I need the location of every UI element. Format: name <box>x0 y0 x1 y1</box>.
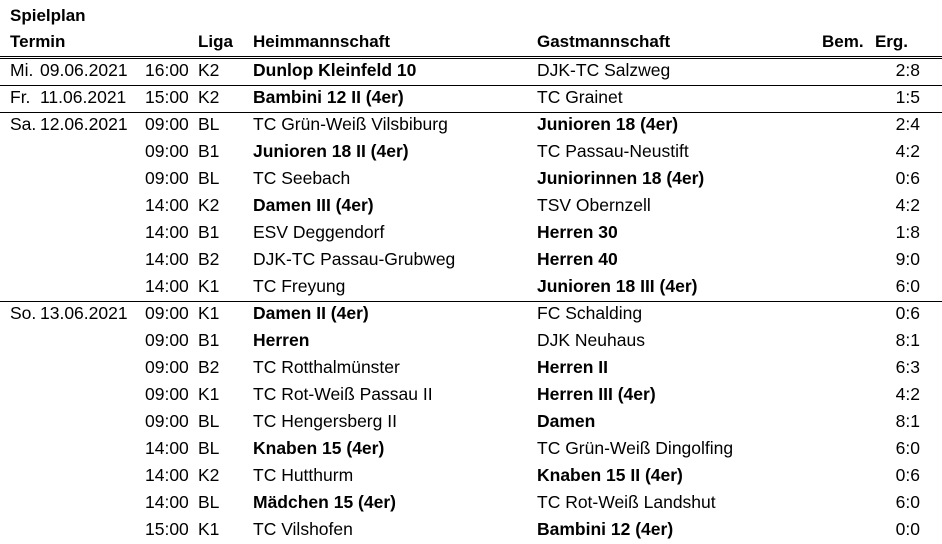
table-row <box>0 516 942 543</box>
match-result: 6:0 <box>895 276 920 296</box>
match-time: 09:00 <box>145 411 189 431</box>
header-gastmannschaft: Gastmannschaft <box>537 32 671 51</box>
match-liga: K1 <box>198 519 220 539</box>
day-separator <box>0 58 942 59</box>
table-row <box>0 300 942 327</box>
match-result: 0:0 <box>895 519 920 539</box>
match-time: 09:00 <box>145 384 189 404</box>
header-separator <box>0 56 942 57</box>
away-team: DJK-TC Salzweg <box>537 60 671 80</box>
match-day: Mi. <box>10 60 34 80</box>
table-row <box>0 84 942 111</box>
home-team: TC Hengersberg II <box>253 411 397 431</box>
away-team: Knaben 15 II (4er) <box>537 465 683 485</box>
match-liga: B1 <box>198 141 220 161</box>
match-result: 1:5 <box>895 87 920 107</box>
match-time: 14:00 <box>145 276 189 296</box>
home-team: TC Grün-Weiß Vilsbiburg <box>253 114 448 134</box>
match-result: 6:3 <box>895 357 920 377</box>
match-result: 0:6 <box>895 465 920 485</box>
table-row <box>0 273 942 300</box>
match-result: 0:6 <box>895 168 920 188</box>
match-result: 6:0 <box>895 492 920 512</box>
match-liga: BL <box>198 411 220 431</box>
match-liga: B2 <box>198 249 220 269</box>
table-header <box>0 32 942 54</box>
match-time: 09:00 <box>145 141 189 161</box>
table-row <box>0 57 942 84</box>
table-row <box>0 435 942 462</box>
home-team: Junioren 18 II (4er) <box>253 141 409 161</box>
match-time: 14:00 <box>145 492 189 512</box>
home-team: TC Rotthalmünster <box>253 357 400 377</box>
table-row <box>0 192 942 219</box>
match-time: 14:00 <box>145 195 189 215</box>
away-team: TSV Obernzell <box>537 195 651 215</box>
match-date: 13.06.2021 <box>40 303 128 323</box>
away-team: Herren 40 <box>537 249 618 269</box>
away-team: Junioren 18 III (4er) <box>537 276 698 296</box>
home-team: Damen II (4er) <box>253 303 369 323</box>
home-team: Bambini 12 II (4er) <box>253 87 404 107</box>
home-team: DJK-TC Passau-Grubweg <box>253 249 456 269</box>
table-row <box>0 381 942 408</box>
away-team: Junioren 18 (4er) <box>537 114 679 134</box>
match-time: 09:00 <box>145 303 189 323</box>
table-row <box>0 462 942 489</box>
away-team: FC Schalding <box>537 303 643 323</box>
match-liga: K2 <box>198 87 220 107</box>
away-team: TC Passau-Neustift <box>537 141 689 161</box>
table-row <box>0 489 942 516</box>
match-liga: B1 <box>198 222 220 242</box>
match-result: 6:0 <box>895 438 920 458</box>
match-time: 09:00 <box>145 357 189 377</box>
match-liga: BL <box>198 168 220 188</box>
match-result: 9:0 <box>895 249 920 269</box>
table-row <box>0 165 942 192</box>
match-time: 09:00 <box>145 114 189 134</box>
match-time: 14:00 <box>145 465 189 485</box>
home-team: Dunlop Kleinfeld 10 <box>253 60 417 80</box>
match-result: 8:1 <box>895 330 920 350</box>
match-time: 14:00 <box>145 222 189 242</box>
home-team: TC Freyung <box>253 276 346 296</box>
match-result: 0:6 <box>895 303 920 323</box>
match-result: 4:2 <box>895 384 920 404</box>
away-team: Juniorinnen 18 (4er) <box>537 168 705 188</box>
home-team: ESV Deggendorf <box>253 222 385 242</box>
table-row <box>0 111 942 138</box>
away-team: Damen <box>537 411 596 431</box>
page-title: Spielplan <box>10 6 86 25</box>
header-termin: Termin <box>10 32 66 51</box>
match-liga: K1 <box>198 303 220 323</box>
match-day: Sa. <box>10 114 37 134</box>
home-team: TC Vilshofen <box>253 519 353 539</box>
match-day: So. <box>10 303 37 323</box>
match-time: 15:00 <box>145 519 189 539</box>
match-result: 2:8 <box>895 60 920 80</box>
table-row <box>0 219 942 246</box>
match-time: 14:00 <box>145 249 189 269</box>
header-heimmannschaft: Heimmannschaft <box>253 32 390 51</box>
away-team: TC Grainet <box>537 87 623 107</box>
match-liga: B2 <box>198 357 220 377</box>
match-date: 09.06.2021 <box>40 60 128 80</box>
home-team: Mädchen 15 (4er) <box>253 492 396 512</box>
table-row <box>0 246 942 273</box>
header-liga: Liga <box>198 32 233 51</box>
day-separator <box>0 301 942 302</box>
home-team: TC Rot-Weiß Passau II <box>253 384 433 404</box>
away-team: TC Grün-Weiß Dingolfing <box>537 438 734 458</box>
home-team: TC Seebach <box>253 168 351 188</box>
home-team: Damen III (4er) <box>253 195 374 215</box>
match-liga: K2 <box>198 465 220 485</box>
away-team: DJK Neuhaus <box>537 330 645 350</box>
home-team: TC Hutthurm <box>253 465 354 485</box>
match-liga: K1 <box>198 384 220 404</box>
match-liga: B1 <box>198 330 220 350</box>
match-time: 14:00 <box>145 438 189 458</box>
match-liga: BL <box>198 492 220 512</box>
away-team: Herren III (4er) <box>537 384 656 404</box>
table-row <box>0 327 942 354</box>
day-separator <box>0 112 942 113</box>
match-liga: K2 <box>198 195 220 215</box>
table-row <box>0 354 942 381</box>
header-bemerkung: Bem. <box>822 32 864 51</box>
match-time: 16:00 <box>145 60 189 80</box>
header-ergebnis: Erg. <box>874 32 908 51</box>
match-table <box>0 57 942 543</box>
table-row <box>0 408 942 435</box>
home-team: Herren <box>253 330 310 350</box>
away-team: TC Rot-Weiß Landshut <box>537 492 716 512</box>
match-date: 11.06.2021 <box>40 87 127 107</box>
table-row <box>0 138 942 165</box>
home-team: Knaben 15 (4er) <box>253 438 385 458</box>
match-result: 2:4 <box>895 114 920 134</box>
away-team: Herren II <box>537 357 608 377</box>
day-separator <box>0 85 942 86</box>
match-liga: BL <box>198 114 220 134</box>
match-day: Fr. <box>10 87 31 107</box>
match-time: 15:00 <box>145 87 189 107</box>
match-date: 12.06.2021 <box>40 114 128 134</box>
away-team: Bambini 12 (4er) <box>537 519 674 539</box>
match-result: 8:1 <box>895 411 920 431</box>
match-liga: BL <box>198 438 220 458</box>
away-team: Herren 30 <box>537 222 618 242</box>
match-result: 1:8 <box>895 222 920 242</box>
match-time: 09:00 <box>145 330 189 350</box>
match-time: 09:00 <box>145 168 189 188</box>
match-result: 4:2 <box>895 195 920 215</box>
match-result: 4:2 <box>895 141 920 161</box>
match-liga: K2 <box>198 60 220 80</box>
match-liga: K1 <box>198 276 220 296</box>
